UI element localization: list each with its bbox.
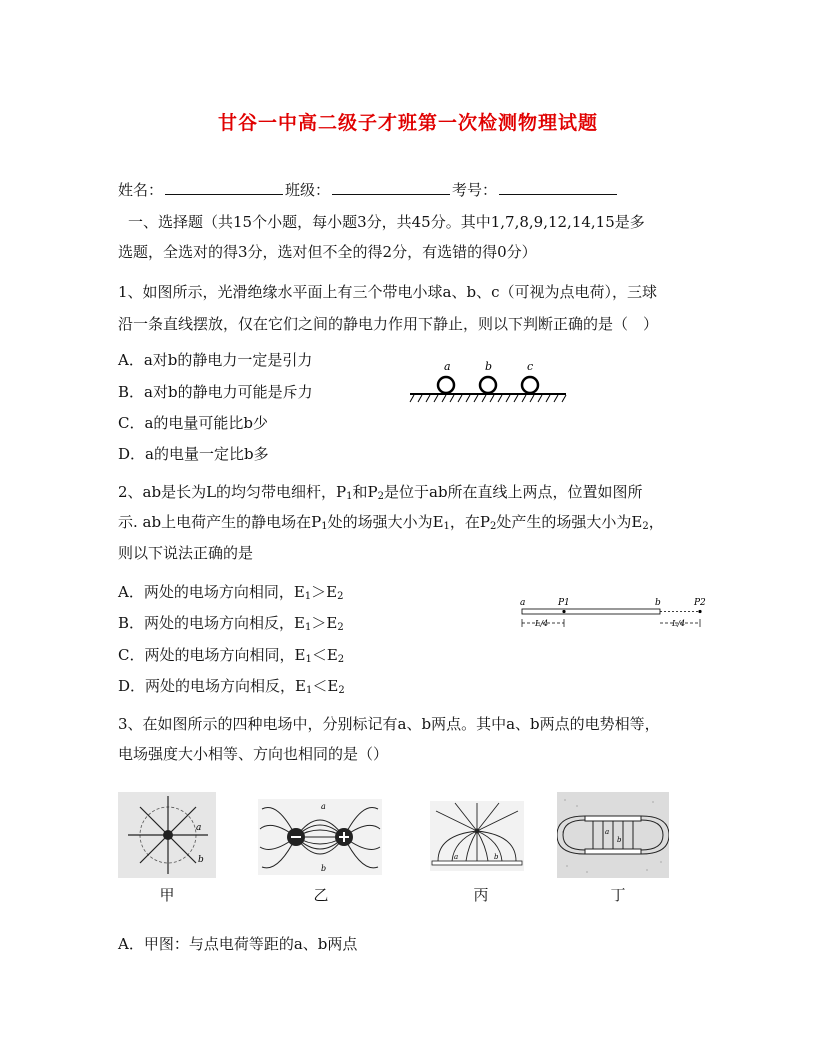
q2-option-text: A．两处的电场方向相同，E: [118, 583, 305, 601]
svg-text:b: b: [198, 855, 204, 865]
section-header-line1: 一、选择题（共15个小题，每小题3分，共45分。其中1,7,8,9,12,14,15是多: [128, 213, 645, 231]
point-charge: [163, 830, 173, 840]
q2-option-b: [118, 613, 344, 633]
q2-text: 处的场强大小为E: [327, 513, 444, 531]
p1-label: P1: [558, 598, 570, 608]
svg-text:a: a: [196, 823, 202, 833]
q2-option-text: ＞E: [311, 614, 338, 632]
point-p2: [698, 610, 701, 613]
q2-rod-figure: [518, 596, 710, 634]
point-p1: [562, 610, 565, 613]
q1-three-balls-figure: [408, 358, 568, 404]
q3-stem-line2: 电场强度大小相等、方向也相同的是（）: [118, 745, 389, 763]
q2-stem-line3: 则以下说法正确的是: [118, 544, 254, 562]
q2-option-text: C．两处的电场方向相同，E: [118, 646, 306, 664]
q2-option-text: B．两处的电场方向相反，E: [118, 614, 305, 632]
q2-sub: 1: [346, 491, 353, 502]
q1-option-d: D．a的电量一定比b多: [118, 445, 269, 463]
section-header-line2: 选题，全选对的得3分，选对但不全的得2分，有选错的得0分）: [118, 243, 537, 261]
q1-option-a: A．a对b的静电力一定是引力: [118, 351, 313, 369]
q2-sub: 1: [443, 521, 450, 532]
q2-stem-line2: [118, 512, 664, 532]
svg-text:b: b: [494, 853, 499, 861]
q2-text: ，在P: [449, 513, 490, 531]
charged-rod: [522, 609, 660, 614]
q1-option-c: C．a的电量可能比b少: [118, 414, 269, 432]
q1-option-b: B．a对b的静电力可能是斥力: [118, 383, 313, 401]
ball-b-label: b: [485, 360, 493, 373]
q3-figure-bing-label: 丙: [473, 886, 489, 904]
q2-sub: 2: [338, 685, 345, 696]
q2-sub: 1: [304, 622, 312, 633]
q2-text: 2、ab是长为L的均匀带电细杆，P: [118, 483, 347, 501]
q3-option-a: A．甲图：与点电荷等距的a、b两点: [118, 935, 358, 953]
rod-end-b-label: b: [655, 598, 661, 608]
page-title: 甘谷一中高二级子才班第一次检测物理试题: [217, 112, 598, 134]
q3-stem-line1: 3、在如图所示的四种电场中，分别标记有a、b两点。其中a、b两点的电势相等，: [118, 715, 660, 733]
q3-figure-bing: [430, 801, 524, 871]
q2-text: ，: [648, 513, 664, 531]
segment-l4-left: L/4: [535, 619, 549, 628]
ball-c: [522, 377, 538, 393]
name-label: 姓名：: [118, 181, 164, 199]
svg-text:a: a: [454, 853, 459, 861]
student-info-line: [118, 180, 619, 200]
q2-option-text: ＞E: [311, 583, 338, 601]
ball-c-label: c: [527, 360, 534, 373]
svg-text:b: b: [617, 836, 622, 844]
class-blank[interactable]: [332, 180, 450, 195]
q2-option-a: [118, 582, 344, 602]
q2-sub: 2: [642, 521, 649, 532]
class-label: 班级：: [285, 181, 331, 199]
svg-text:a: a: [605, 828, 610, 836]
q2-sub: 2: [337, 654, 345, 665]
q2-sub: 2: [337, 591, 344, 602]
ball-b: [480, 377, 496, 393]
p2-label: P2: [694, 598, 706, 608]
q2-sub: 1: [304, 591, 312, 602]
q2-text: 和P: [352, 483, 378, 501]
q2-option-text: ＜E: [312, 677, 339, 695]
q3-figure-jia-label: 甲: [159, 886, 175, 904]
q3-figure-jia: [118, 792, 216, 878]
q2-option-d: [118, 676, 345, 696]
q3-figure-yi: [258, 799, 382, 875]
q2-option-c: [118, 645, 344, 665]
q1-stem-line1: 1、如图所示，光滑绝缘水平面上有三个带电小球a、b、c（可视为点电荷），三球: [118, 283, 657, 301]
q2-text: 示. ab上电荷产生的静电场在P: [118, 513, 322, 531]
number-blank[interactable]: [499, 180, 617, 195]
name-blank[interactable]: [165, 180, 283, 195]
svg-text:a: a: [321, 802, 326, 811]
q2-sub: 1: [305, 685, 313, 696]
q3-figure-ding: [557, 792, 669, 878]
ball-a-label: a: [444, 360, 451, 373]
q2-text: 是位于ab所在直线上两点，位置如图所: [384, 483, 643, 501]
ball-a: [438, 377, 454, 393]
q2-sub: 2: [489, 521, 497, 532]
q2-sub: 2: [377, 491, 384, 502]
q2-stem-line1: [118, 482, 643, 502]
q2-sub: 1: [321, 521, 328, 532]
rod-end-a-label: a: [520, 598, 526, 608]
svg-text:b: b: [321, 864, 327, 873]
q3-figure-yi-label: 乙: [313, 886, 329, 904]
q2-text: 处产生的场强大小为E: [496, 513, 643, 531]
q2-option-text: ＜E: [311, 646, 338, 664]
q3-figure-ding-label: 丁: [610, 886, 626, 904]
q2-option-text: D．两处的电场方向相反，E: [118, 677, 306, 695]
number-label: 考号：: [452, 181, 498, 199]
q2-sub: 1: [305, 654, 312, 665]
q1-stem-line2: 沿一条直线摆放，仅在它们之间的静电力作用下静止，则以下判断正确的是（ ）: [118, 315, 659, 333]
q2-sub: 2: [337, 622, 344, 633]
segment-l4-right: L/4: [672, 619, 686, 628]
